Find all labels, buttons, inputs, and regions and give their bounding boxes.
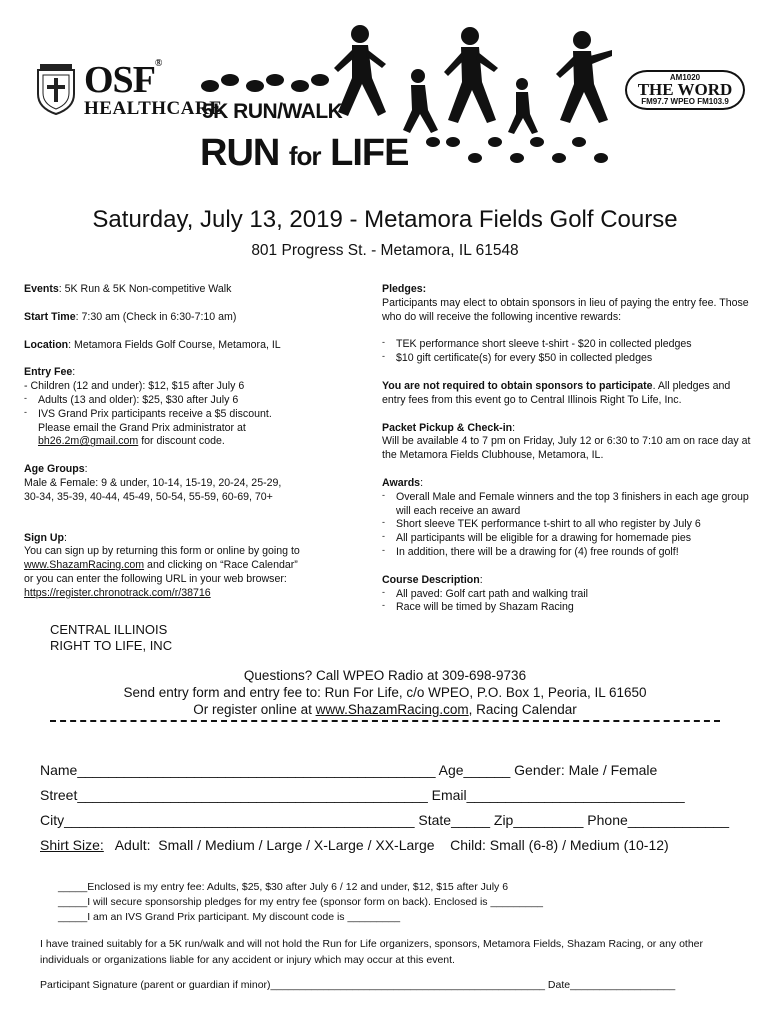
awards-section: Awards: - Overall Male and Female winners and the top 3 finishers in each age group will each receive an award - Short sleeve TEK performance t-shirt to all who register by July 6 - All participants will be eligible for a drawing for homemade pies - In addition, there will be a drawing for (4) free rounds of golf! xyxy=(382,477,752,560)
list-item: - In addition, there will be a drawing for (4) free rounds of golf! xyxy=(382,546,752,560)
entry-form xyxy=(40,762,740,862)
pledge-rewards-list xyxy=(382,338,752,366)
list-item: - Overall Male and Female winners and the top 3 finishers in each age group will each receive an award xyxy=(382,491,752,519)
registration-url-link[interactable]: https://register.chronotrack.com/r/38716 xyxy=(24,586,211,599)
checkbox-lines xyxy=(58,880,543,925)
footprints-icon xyxy=(425,130,620,170)
osf-seal-logo xyxy=(34,64,78,116)
event-logo-title: RUN for LIFE xyxy=(200,132,409,174)
list-item: - Short sleeve TEK performance t-shirt to all who register by July 6 xyxy=(382,518,752,532)
ivs-discount-check[interactable]: _____I am an IVS Grand Prix participant. My discount code is _________ xyxy=(58,911,401,923)
event-subtitle: 5K RUN/WALK xyxy=(202,100,343,123)
right-column xyxy=(382,283,752,629)
shirt-size-field[interactable]: Shirt Size: Adult: Small / Medium / Large / X-Large / XX-Large Child: Small (6-8) / Medium (10-12) xyxy=(40,837,669,853)
packet-pickup-section: Packet Pickup & Check-in: Will be available 4 to 7 pm on Friday, July 12 or 6:30 to 7:10 am on race day at the Metamora Fields Clubhouse, Metamora, IL. xyxy=(382,421,751,462)
not-required-note: You are not required to obtain sponsors to participate. All pledges and entry fees from this event go to Central Illinois Right To Life, Inc. xyxy=(382,379,731,406)
sponsorship-check[interactable]: _____I will secure sponsorship pledges for my entry fee (sponsor form on back). Enclosed is _________ xyxy=(58,896,544,908)
name-age-gender-field[interactable]: Name______________________________________________ Age______ Gender: Male / Female xyxy=(40,762,658,778)
cut-line-divider xyxy=(50,720,720,722)
list-item: - All paved: Golf cart path and walking trail xyxy=(382,588,752,602)
contact-info: Questions? Call WPEO Radio at 309-698-9736 Send entry form and entry fee to: Run For Life, c/o WPEO, P.O. Box 1, Peoria, IL 61650 Or register online at www.ShazamRacing.com, Racing Calendar xyxy=(123,668,647,717)
city-state-zip-phone-field[interactable]: City_____________________________________________ State_____ Zip_________ Phone_____________ xyxy=(40,812,730,828)
osf-logo-text: OSF® xyxy=(84,58,162,101)
organization-name: CENTRAL ILLINOIS RIGHT TO LIFE, INC xyxy=(50,622,173,653)
street-email-field[interactable]: Street_____________________________________________ Email____________________________ xyxy=(40,787,685,803)
sign-up-section: Sign Up: You can sign up by returning this form or online by going to www.ShazamRacing.com and clicking on “Race Calendar” or you can enter the following URL in your web browser: https://register.chronotrack.com/r/38716 xyxy=(24,531,300,599)
events-section: Events: 5K Run & 5K Non-competitive Walk xyxy=(24,283,232,295)
page-title: Saturday, July 13, 2019 - Metamora Fields Golf Course xyxy=(92,206,678,233)
osf-logo-subtext: HEALTHCARE xyxy=(84,98,223,119)
list-item: - $10 gift certificate(s) for every $50 in collected pledges xyxy=(382,352,752,366)
liability-waiver: I have trained suitably for a 5K run/walk and will not hold the Run for Life organizers, sponsors, Metamora Fields, Shazam Racing, or any other individuals or organizations liable for any accident or injury which may occur at this event. xyxy=(40,938,704,966)
list-item: - Race will be timed by Shazam Racing xyxy=(382,601,752,615)
left-column xyxy=(24,283,359,615)
list-item: - TEK performance short sleeve t-shirt - $20 in collected pledges xyxy=(382,338,752,352)
header xyxy=(0,0,770,190)
entry-fee-check[interactable]: _____Enclosed is my entry fee: Adults, $25, $30 after July 6 / 12 and under, $12, $15 after July 6 xyxy=(58,881,509,893)
start-time-section: Start Time: 7:30 am (Check in 6:30-7:10 am) xyxy=(24,310,237,323)
signature-date-field[interactable]: Participant Signature (parent or guardian if minor)_______________________________________________ Date__________________ xyxy=(40,979,676,991)
event-address: 801 Progress St. - Metamora, IL 61548 xyxy=(251,242,519,259)
list-item: - All participants will be eligible for a drawing for homemade pies xyxy=(382,532,752,546)
email-link[interactable]: bh26.2m@gmail.com xyxy=(38,435,139,448)
course-description-section: Course Description: - All paved: Golf cart path and walking trail - Race will be timed by Shazam Racing xyxy=(382,574,752,615)
entry-fee-section: Entry Fee: - Children (12 and under): $12, $15 after July 6 - Adults (13 and older): $25, $30 after July 6 - IVS Grand Prix participants receive a $5 discount. Please email the Grand Prix administrator at bh26.2m@gmail.com for discount code. xyxy=(24,366,359,449)
age-groups-section: Age Groups: Male & Female: 9 & under, 10-14, 15-19, 20-24, 25-29, 30-34, 35-39, 40-44, 45-49, 50-54, 55-59, 60-69, 70+ xyxy=(24,463,282,503)
shazam-racing-link[interactable]: www.ShazamRacing.com xyxy=(24,559,145,572)
the-word-radio-logo: AM1020 THE WORD FM97.7 WPEO FM103.9 xyxy=(625,70,745,110)
register-online-link[interactable]: www.ShazamRacing.com xyxy=(315,702,469,717)
pledges-section: Pledges: Participants may elect to obtain sponsors in lieu of paying the entry fee. Those who do will receive the following incentive rewards: xyxy=(382,283,749,323)
location-section: Location: Metamora Fields Golf Course, Metamora, IL xyxy=(24,338,281,351)
